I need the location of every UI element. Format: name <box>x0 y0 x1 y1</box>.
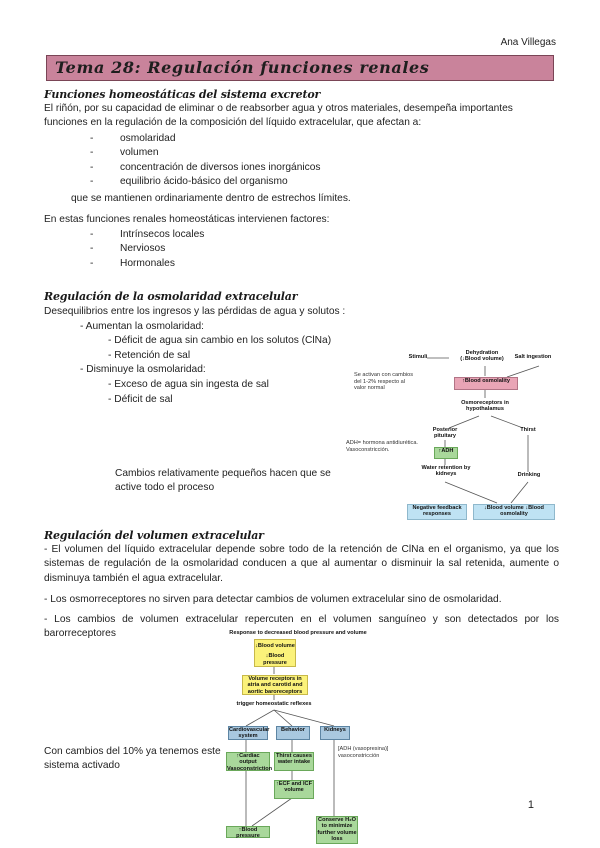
volume-paragraph-1: - El volumen del líquido extracelular depende sobre todo de la retención de ClNa en el organismo, ya que los sistemas de regulación de la osmolaridad conducen a que al aumentar o disminuir la sal retenida, aumente o disminuya también el agua extracelular. <box>44 544 559 584</box>
osmolarity-intro: Desequilibrios entre los ingresos y las pérdidas de agua y solutos : <box>44 306 346 317</box>
drinking-label: Drinking <box>517 472 541 478</box>
volume-note: Con cambios del 10% ya tenemos este sistema activado <box>44 746 221 772</box>
adh-vasopresin-note: [ADH (vasopresina)] vasoconstricción <box>338 746 389 759</box>
section-heading-osmolarity: Regulación de la osmolaridad extracelular <box>44 290 298 303</box>
list-item: - Déficit de sal <box>108 394 173 405</box>
osmolarity-note: Cambios relativamente pequeños hacen que se active todo el proceso <box>115 468 331 494</box>
dehydration-label: Dehydration (↓Blood volume) <box>460 350 504 363</box>
adh-box: ↑ADH <box>434 447 458 459</box>
list-item: - volumen <box>90 146 510 160</box>
list-item: - Nerviosos <box>90 242 390 256</box>
blood-pressure-label: ↓Blood pressure <box>263 653 287 666</box>
cardiovascular-box: Cardiovascular system <box>229 727 270 740</box>
blood-pressure-flow-diagram <box>222 630 374 846</box>
feedback-box: Negative feedback responses <box>407 504 467 520</box>
list-item: - osmolaridad <box>90 132 510 146</box>
list-item: - Intrínsecos locales <box>90 228 390 242</box>
list-item: - Exceso de agua sin ingesta de sal <box>108 379 269 390</box>
cardiac-output-box: ↑Cardiac output Vasoconstriction <box>227 753 273 772</box>
section-heading-volume: Regulación del volumen extracelular <box>44 529 264 542</box>
receptors-box: Volume receptors in atria and carotid and aortic baroreceptors <box>242 675 308 695</box>
volume-paragraph-2: - Los osmorreceptores no sirven para detectar cambios de volumen extracelular sino de osmolaridad. <box>44 594 502 605</box>
list-item: - Retención de sal <box>108 350 191 361</box>
ecf-icf-box: ↑ECF and ICF volume <box>274 780 314 799</box>
osmolality-box: ↑Blood osmolality <box>454 377 518 390</box>
blood-pressure-up-box: ↑Blood pressure <box>226 826 270 838</box>
diagram-title: Response to decreased blood pressure and volume <box>229 630 367 636</box>
result-box: ↓Blood volume ↓Blood osmolality <box>473 504 555 520</box>
affected-list <box>90 132 510 190</box>
adh-note: ADH= hormona antidiurética. Vasoconstricción. <box>346 440 418 453</box>
increase-label: - Aumentan la osmolaridad: <box>80 321 205 332</box>
list-item: - equilibrio ácido-básico del organismo <box>90 175 510 189</box>
thirst-box: Thirst causes water intake <box>274 752 314 771</box>
page-number: 1 <box>527 799 534 811</box>
osmoreceptors-label: Osmoreceptors in hypothalamus <box>461 400 509 413</box>
behavior-box: Behavior <box>276 726 310 740</box>
water-retention-label: Water retention by kidneys <box>421 465 471 478</box>
section-heading-homeostatic: Funciones homeostáticas del sistema excretor <box>44 88 321 101</box>
thirst-label: Thirst <box>520 427 536 433</box>
salt-ingestion-label: Salt ingestion <box>514 354 552 360</box>
osmolarity-flow-diagram <box>407 348 555 520</box>
factors-intro: En estas funciones renales homeostáticas intervienen factores: <box>44 214 330 225</box>
pituitary-label: Posterior pituitary <box>432 427 458 440</box>
author-name: Ana Villegas <box>500 37 556 48</box>
decrease-label: - Disminuye la osmolaridad: <box>80 364 206 375</box>
decrease-box <box>254 639 296 667</box>
activation-note: Se activan con cambios del 1-2% respecto al valor normal <box>354 372 414 392</box>
list-item: - Déficit de agua sin cambio en los solutos (ClNa) <box>108 335 332 346</box>
conserve-water-box: Conserve H₂O to minimize further volume loss <box>317 817 357 843</box>
blood-volume-label: ↓Blood volume <box>255 643 295 649</box>
stimuli-label: Stimuli <box>408 354 428 360</box>
page-title: Tema 28: Regulación funciones renales <box>55 58 430 77</box>
factors-list <box>90 228 390 271</box>
limits-text: que se mantienen ordinariamente dentro de estrechos límites. <box>71 193 351 204</box>
trigger-label: trigger homeostatic reflexes <box>236 701 312 707</box>
list-item: - Hormonales <box>90 257 390 271</box>
section-intro: El riñón, por su capacidad de eliminar o de reabsorber agua y otros materiales, desempeña importantes funciones en la regulación de la composición del líquido extracelular, que afectan a: <box>44 103 513 129</box>
volume-paragraph-3: - Los cambios de volumen extracelular repercuten en el volumen sanguíneo y son detectados por los barorreceptores <box>44 614 559 640</box>
title-banner <box>46 55 554 81</box>
list-item: - concentración de diversos iones inorgánicos <box>90 161 510 175</box>
kidneys-box: Kidneys <box>320 726 350 740</box>
